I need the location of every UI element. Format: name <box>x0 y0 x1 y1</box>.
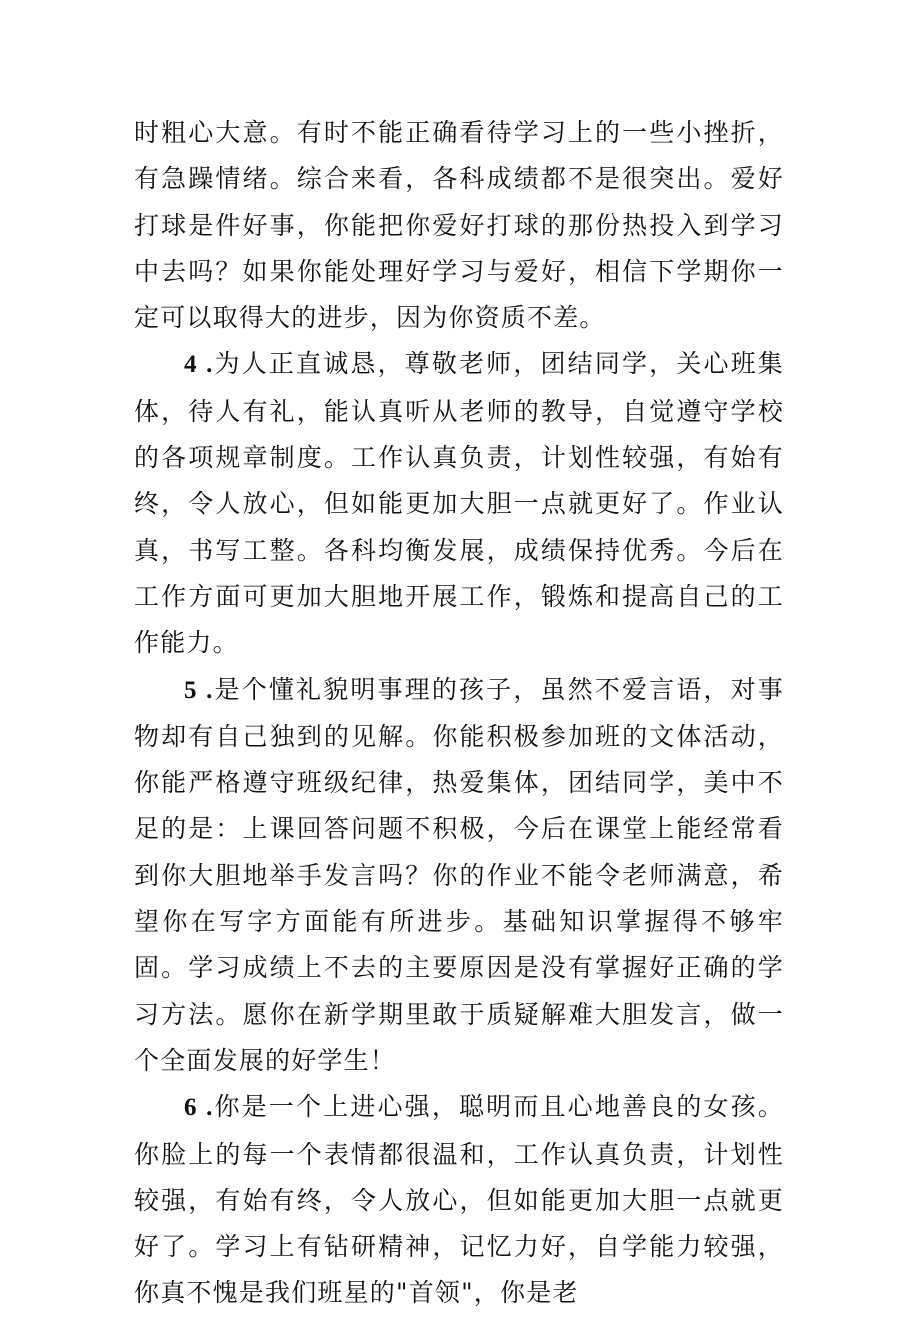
paragraph-text: 为人正直诚恳，尊敬老师，团结同学，关心班集体，待人有礼，能认真听从老师的教导，自觉遵守学校的各项规章制度。工作认真负责，计划性较强，有始有终，令人放心，但如能更加大胆一点就更好了。作业认真，书写工整。各科均衡发展，成绩保持优秀。今后在工作方面可更加大胆地开展工作，锻炼和提高自己的工作能力。 <box>134 349 785 658</box>
paragraph-text: 你是一个上进心强，聪明而且心地善良的女孩。你脸上的每一个表情都很温和，工作认真负责，计划性较强，有始有终，令人放心，但如能更加大胆一点就更好了。学习上有钻研精神，记忆力好，自学能力较强，你真不愧是我们班星的"首领"，你是老 <box>134 1092 785 1308</box>
paragraph-text: 时粗心大意。有时不能正确看待学习上的一些小挫折，有急躁情绪。综合来看，各科成绩都不是很突出。爱好打球是件好事，你能把你爱好打球的那份热投入到学习中去吗？如果你能处理好学习与爱好，相信下学期你一定可以取得大的进步，因为你资质不差。 <box>134 118 784 333</box>
paragraph-number: 6 . <box>184 1094 214 1122</box>
paragraph-item-5 <box>134 667 784 1085</box>
paragraph-item-6 <box>134 1084 784 1316</box>
paragraph-continued <box>134 110 784 341</box>
paragraph-number: 4 . <box>184 351 214 379</box>
paragraph-item-4 <box>134 341 784 666</box>
paragraph-text: 是个懂礼貌明事理的孩子，虽然不爱言语，对事物却有自己独到的见解。你能积极参加班的文体活动，你能严格遵守班级纪律，热爱集体，团结同学，美中不足的是：上课回答问题不积极，今后在课堂上能经常看到你大胆地举手发言吗？你的作业不能令老师满意，希望你在写字方面能有所进步。基础知识掌握得不够牢固。学习成绩上不去的主要原因是没有掌握好正确的学习方法。愿你在新学期里敢于质疑解难大胆发言，做一个全面发展的好学生！ <box>134 674 785 1075</box>
document-body <box>134 110 784 1317</box>
paragraph-number: 5 . <box>184 676 214 704</box>
